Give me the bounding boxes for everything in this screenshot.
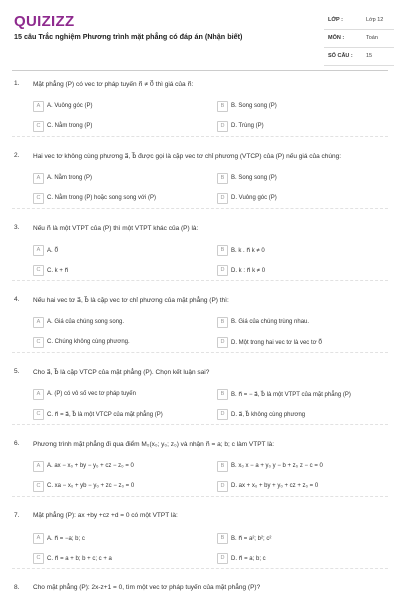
option-key-box[interactable]: B xyxy=(217,389,228,400)
option-text: B. k . n⃗ k ≠ 0 xyxy=(231,248,265,254)
question-number: 8. xyxy=(14,584,20,591)
option-key-box[interactable]: A xyxy=(33,533,44,544)
option-text: B. Giá của chúng trùng nhau. xyxy=(231,319,310,325)
question-text: Mặt phẳng (P): ax +by +cz +d = 0 có một VTPT là: xyxy=(33,512,178,519)
meta-value: Lớp 12 xyxy=(366,17,384,23)
question-text: Phương trình mặt phẳng đi qua điểm M₀(x₀; y₀; z₀) và nhận n⃗ = a; b; c làm VTPT là: xyxy=(33,441,275,448)
option-key-box[interactable]: C xyxy=(33,121,44,132)
option-text: A. Giá của chúng song song. xyxy=(47,319,125,325)
option-key-box[interactable]: A xyxy=(33,173,44,184)
option-text: D. a⃗, b⃗ không cùng phương xyxy=(231,412,306,418)
option-key-box[interactable]: B xyxy=(217,461,228,472)
option-key-box[interactable]: D xyxy=(217,193,228,204)
meta-value: 15 xyxy=(366,53,373,59)
option-text: A. (P) có vô số vec tơ pháp tuyến xyxy=(47,391,136,397)
question-divider xyxy=(12,424,388,425)
option-text: A. Vuông góc (P) xyxy=(47,103,93,109)
question-number: 4. xyxy=(14,296,20,303)
question-text: Cho mặt phẳng (P): 2x-z+1 = 0, tìm một vec tơ pháp tuyến của mặt phẳng (P)? xyxy=(33,584,261,591)
meta-info xyxy=(324,12,394,66)
option-key-box[interactable]: D xyxy=(217,337,228,348)
option-text: A. 0⃗ xyxy=(47,248,59,254)
question-divider xyxy=(12,352,388,353)
option-text: C. k + n⃗ xyxy=(47,268,69,274)
option-text: B. Song song (P) xyxy=(231,175,277,181)
question-divider xyxy=(12,496,388,497)
option-text: B. n⃗ = a²; b²; c² xyxy=(231,536,272,542)
option-key-box[interactable]: B xyxy=(217,533,228,544)
meta-row-subject xyxy=(324,30,394,48)
meta-label: MÔN : xyxy=(328,35,345,41)
question-text: Mặt phẳng (P) có vec tơ pháp tuyến n⃗ ≠ 0⃗ thì giá của n⃗: xyxy=(33,81,194,88)
option-text: C. Nằm trong (P) xyxy=(47,123,93,129)
option-key-box[interactable]: C xyxy=(33,553,44,564)
option-text: D. n⃗ = a; b; c xyxy=(231,556,266,562)
option-key-box[interactable]: D xyxy=(217,553,228,564)
question-number: 1. xyxy=(14,80,20,87)
meta-row-count xyxy=(324,48,394,66)
question-text: Nếu hai vec tơ a⃗, b⃗ là cặp vec tơ chỉ phương của mặt phẳng (P) thì: xyxy=(33,297,229,304)
meta-value: Toán xyxy=(366,35,378,41)
option-text: B. n⃗ = − a⃗, b⃗ là một VTPT của mặt phẳng (P) xyxy=(231,392,351,398)
question-number: 2. xyxy=(14,152,20,159)
question-divider xyxy=(12,568,388,569)
option-text: B. x₀ x − a + y₀ y − b + z₀ z − c = 0 xyxy=(231,463,323,469)
header-divider xyxy=(12,70,388,71)
question-number: 5. xyxy=(14,368,20,375)
meta-label: LỚP : xyxy=(328,17,343,23)
option-key-box[interactable]: D xyxy=(217,481,228,492)
option-key-box[interactable]: D xyxy=(217,265,228,276)
page-header xyxy=(0,0,400,70)
option-key-box[interactable]: B xyxy=(217,317,228,328)
option-key-box[interactable]: C xyxy=(33,481,44,492)
question-text: Nếu n⃗ là một VTPT của (P) thì một VTPT khác của (P) là: xyxy=(33,225,199,232)
option-key-box[interactable]: A xyxy=(33,101,44,112)
question-number: 3. xyxy=(14,224,20,231)
option-key-box[interactable]: B xyxy=(217,101,228,112)
question-number: 7. xyxy=(14,512,20,519)
quizizz-logo: QUIZIZZ xyxy=(14,13,75,30)
option-text: B. Song song (P) xyxy=(231,103,277,109)
option-text: D. ax + x₀ + by + y₀ + cz + z₀ = 0 xyxy=(231,483,319,489)
option-key-box[interactable]: C xyxy=(33,409,44,420)
option-text: C. n⃗ = a + b; b + c; c + a xyxy=(47,556,112,562)
option-key-box[interactable]: D xyxy=(217,409,228,420)
question-number: 6. xyxy=(14,440,20,447)
option-key-box[interactable]: B xyxy=(217,245,228,256)
option-key-box[interactable]: A xyxy=(33,461,44,472)
option-text: D. k : n⃗ k ≠ 0 xyxy=(231,268,266,274)
option-key-box[interactable]: B xyxy=(217,173,228,184)
option-text: C. xa − x₀ + yb − y₀ + zc − z₀ = 0 xyxy=(47,483,135,489)
option-text: D. Vuông góc (P) xyxy=(231,195,277,201)
option-text: D. Một trong hai vec tơ là vec tơ 0⃗ xyxy=(231,340,323,346)
page-title: 15 câu Trắc nghiệm Phương trình mặt phẳng có đáp án (Nhận biết) xyxy=(14,32,243,41)
question-text: Cho a⃗, b⃗ là cặp VTCP của mặt phẳng (P). Chọn kết luận sai? xyxy=(33,369,210,376)
meta-label: SỐ CÂU : xyxy=(328,53,353,59)
option-key-box[interactable]: C xyxy=(33,193,44,204)
question-divider xyxy=(12,208,388,209)
option-key-box[interactable]: C xyxy=(33,337,44,348)
option-text: A. Nằm trong (P) xyxy=(47,175,93,181)
question-text: Hai vec tơ không cùng phương a⃗, b⃗ được gọi là cặp vec tơ chỉ phương (VTCP) của (P) nếu giá của chúng: xyxy=(33,153,342,160)
option-key-box[interactable]: A xyxy=(33,317,44,328)
option-text: A. n⃗ = −a; b; c xyxy=(47,536,85,542)
option-text: C. Chúng không cùng phương. xyxy=(47,339,130,345)
option-text: A. ax − x₀ + by − y₀ + cz − z₀ = 0 xyxy=(47,463,134,469)
option-key-box[interactable]: D xyxy=(217,121,228,132)
question-divider xyxy=(12,136,388,137)
option-text: C. Nằm trong (P) hoặc song song với (P) xyxy=(47,195,156,201)
option-text: D. Trùng (P) xyxy=(231,123,264,129)
question-divider xyxy=(12,280,388,281)
option-key-box[interactable]: A xyxy=(33,389,44,400)
option-key-box[interactable]: C xyxy=(33,265,44,276)
option-text: C. n⃗ = a⃗, b⃗ là một VTCP của mặt phẳng (P) xyxy=(47,412,163,418)
option-key-box[interactable]: A xyxy=(33,245,44,256)
meta-row-grade xyxy=(324,12,394,30)
